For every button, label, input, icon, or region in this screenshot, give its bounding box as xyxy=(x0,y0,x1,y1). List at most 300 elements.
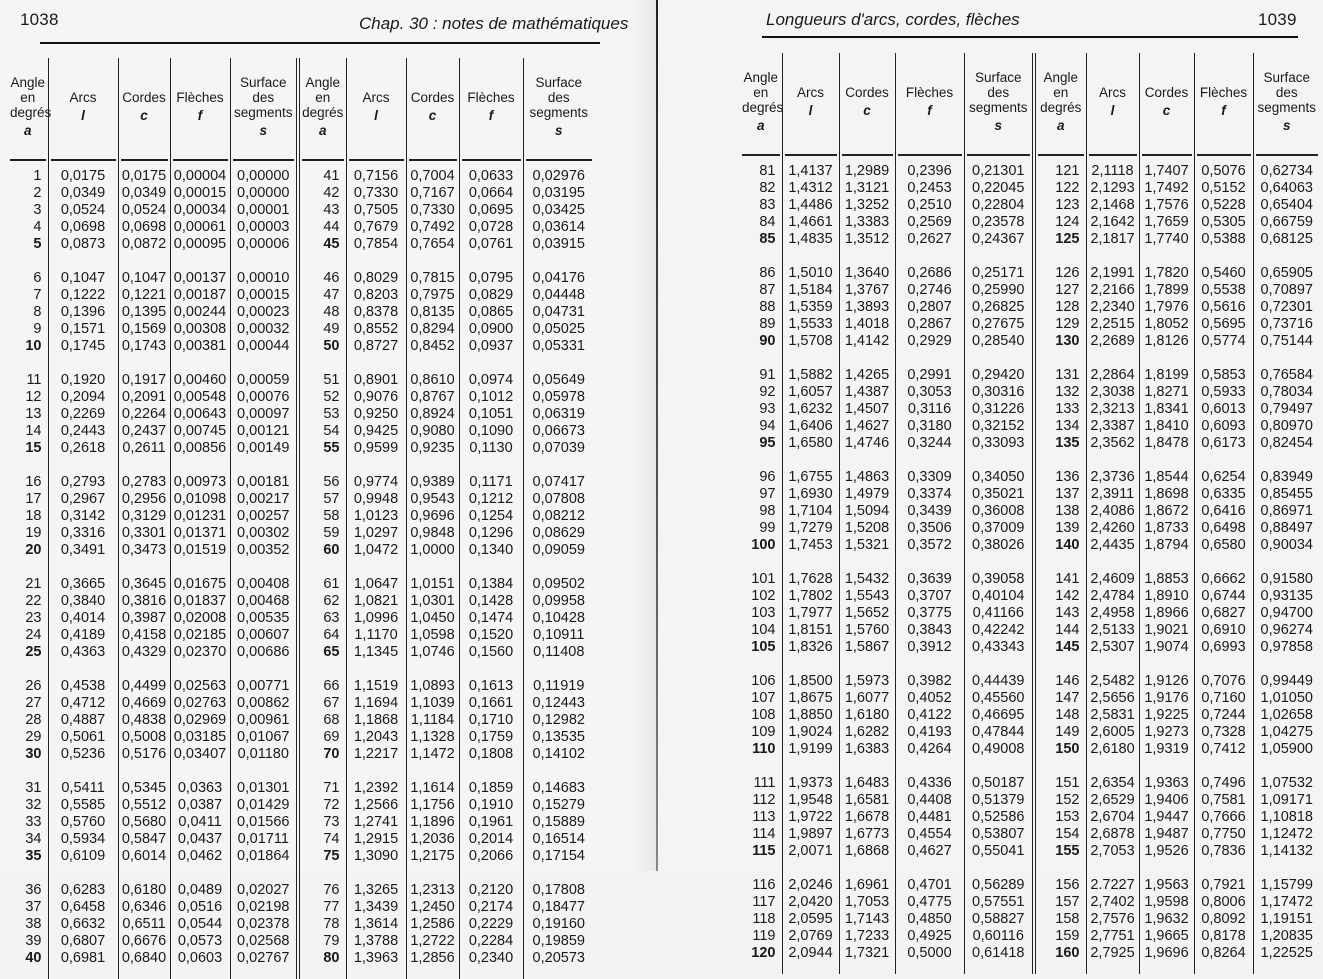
column-header-label: en xyxy=(315,89,331,105)
angle-value: 140 xyxy=(1055,537,1080,553)
table-cell: 0,5933 xyxy=(1201,384,1246,400)
row-group xyxy=(407,678,459,763)
angle-value: 157 xyxy=(1055,894,1080,910)
table-cell: 0,4701 xyxy=(907,877,952,893)
angle-value: 108 xyxy=(751,707,776,723)
angle-value: 76 xyxy=(323,882,340,898)
table-cell: 0,9948 xyxy=(353,491,399,507)
row-group xyxy=(783,877,839,962)
column-header-label: Cordes xyxy=(845,84,889,100)
table-cell: 1,1328 xyxy=(410,729,455,745)
column-header-label: en xyxy=(20,89,36,105)
table-cell: 0,25990 xyxy=(972,282,1025,298)
table-cell: 0,00149 xyxy=(237,440,290,456)
row-group xyxy=(740,469,776,554)
table-cell: 0,75144 xyxy=(1260,333,1313,349)
table-cell: 0,5538 xyxy=(1201,282,1246,298)
table-cell: 1,7407 xyxy=(1144,163,1189,179)
table-cell: 0,0363 xyxy=(177,780,223,796)
right-page xyxy=(658,0,1323,961)
column-cordes xyxy=(1139,163,1194,974)
column-header-label: segments xyxy=(1257,99,1317,115)
table-cell: 0,0865 xyxy=(468,304,514,320)
table-cell: 0,4052 xyxy=(907,690,952,706)
table-cell: 0,7496 xyxy=(1201,775,1246,791)
row-group xyxy=(171,882,230,967)
table-cell: 0,9235 xyxy=(410,440,455,456)
table-body-row xyxy=(740,163,1320,974)
column-header-arcs xyxy=(1086,53,1139,149)
table-cell: 0,7412 xyxy=(1201,741,1246,757)
row-group xyxy=(524,780,595,865)
row-group xyxy=(171,474,230,559)
table-cell: 0,1212 xyxy=(468,491,514,507)
row-group xyxy=(171,678,230,763)
table-cell: 0,60116 xyxy=(972,928,1024,944)
row-group xyxy=(740,571,776,656)
table-left xyxy=(8,58,594,979)
row-group xyxy=(231,372,297,457)
table-cell: 0,1560 xyxy=(468,644,514,660)
table-cell: 2,4435 xyxy=(1090,537,1135,553)
table-cell: 1,0647 xyxy=(353,576,399,592)
table-cell: 0,00468 xyxy=(237,593,290,609)
table-cell: 1,0598 xyxy=(410,627,455,643)
row-group xyxy=(1254,163,1321,248)
row-group xyxy=(1254,469,1321,554)
table-cell: 0,4538 xyxy=(60,678,106,694)
table-cell: 0,11919 xyxy=(533,678,585,694)
angle-value: 32 xyxy=(25,797,42,813)
table-cell: 0,0974 xyxy=(468,372,514,388)
row-group xyxy=(8,474,42,559)
table-cell: 0,8727 xyxy=(353,338,399,354)
row-group xyxy=(783,265,839,350)
table-cell: 0,08212 xyxy=(532,508,585,524)
table-cell: 1,5010 xyxy=(788,265,833,281)
table-cell: 1,6232 xyxy=(788,401,833,417)
row-group xyxy=(8,168,42,253)
table-cell: 0,02563 xyxy=(173,678,227,694)
table-cell: 0,13535 xyxy=(532,729,585,745)
table-cell: 1,9632 xyxy=(1144,911,1189,927)
angle-value: 49 xyxy=(323,321,340,337)
angle-value: 64 xyxy=(323,627,340,643)
table-cell: 0,4189 xyxy=(60,627,106,643)
table-cell: 1,9273 xyxy=(1144,724,1189,740)
table-cell: 2,5482 xyxy=(1090,673,1135,689)
table-cell: 0,4122 xyxy=(907,707,952,723)
table-cell: 2,3736 xyxy=(1090,469,1135,485)
row-group xyxy=(347,678,406,763)
column-variable: c xyxy=(863,102,871,118)
table-cell: 1,7053 xyxy=(844,894,890,910)
table-cell: 0,68125 xyxy=(1260,231,1313,247)
row-group xyxy=(840,877,895,962)
table-cell: 0,3491 xyxy=(60,542,106,558)
table-cell: 1,8853 xyxy=(1144,571,1189,587)
row-group xyxy=(407,168,459,253)
page-number: 1039 xyxy=(1258,10,1297,29)
table-cell: 0,17808 xyxy=(532,882,585,898)
table-cell: 0,23578 xyxy=(972,214,1025,230)
angle-value: 9 xyxy=(33,321,42,337)
row-group xyxy=(840,469,895,554)
table-cell: 2,6180 xyxy=(1090,741,1135,757)
table-cell: 1,0123 xyxy=(353,508,399,524)
angle-value: 82 xyxy=(759,180,776,196)
table-cell: 1,1345 xyxy=(353,644,399,660)
column-fleches xyxy=(459,168,523,979)
angle-value: 125 xyxy=(1055,231,1080,247)
table-cell: 1,7576 xyxy=(1144,197,1189,213)
table-cell: 0,00607 xyxy=(237,627,290,643)
table-cell: 1,8052 xyxy=(1144,316,1189,332)
row-group xyxy=(1195,571,1253,656)
row-group xyxy=(1087,877,1139,962)
angle-value: 5 xyxy=(33,236,42,252)
table-cell: 0,2443 xyxy=(60,423,106,439)
table-cell: 1,4265 xyxy=(844,367,890,383)
table-cell: 0,01231 xyxy=(173,508,227,524)
table-cell: 0,14683 xyxy=(532,780,585,796)
column-header-label: degrés xyxy=(10,104,52,120)
table-cell: 0,0544 xyxy=(177,916,223,932)
table-cell: 0,0437 xyxy=(177,831,223,847)
table-cell: 0,6180 xyxy=(121,882,167,898)
table-cell: 0,12443 xyxy=(532,695,585,711)
table-cell: 0,44439 xyxy=(972,673,1025,689)
table-cell: 0,2340 xyxy=(468,950,514,966)
column-angle xyxy=(740,163,782,974)
table-cell: 0,3180 xyxy=(907,418,952,434)
row-group xyxy=(740,775,776,860)
row-group xyxy=(896,775,964,860)
table-cell: 0,8092 xyxy=(1201,911,1246,927)
row-group xyxy=(1036,877,1080,962)
table-cell: 0,00302 xyxy=(237,525,290,541)
row-group xyxy=(1254,265,1321,350)
table-cell: 0,76584 xyxy=(1260,367,1313,383)
table-cell: 2,1991 xyxy=(1090,265,1135,281)
row-group xyxy=(407,474,459,559)
angle-value: 144 xyxy=(1055,622,1080,638)
table-cell: 0,1743 xyxy=(121,338,167,354)
table-cell: 0,00973 xyxy=(173,474,227,490)
table-cell: 1,07532 xyxy=(1260,775,1313,791)
angle-value: 28 xyxy=(25,712,42,728)
angle-value: 153 xyxy=(1055,809,1080,825)
table-cell: 1,3383 xyxy=(844,214,890,230)
table-cell: 0,8294 xyxy=(410,321,455,337)
row-group xyxy=(840,673,895,758)
table-cell: 0,1047 xyxy=(60,270,106,286)
row-group xyxy=(1087,265,1139,350)
row-group xyxy=(119,780,170,865)
table-cell: 1,4387 xyxy=(844,384,890,400)
table-cell: 0,61418 xyxy=(972,945,1025,961)
angle-value: 75 xyxy=(323,848,340,864)
table-cell: 0,3707 xyxy=(907,588,952,604)
row-group xyxy=(407,576,459,661)
row-group xyxy=(740,367,776,452)
table-cell: 0,53807 xyxy=(972,826,1025,842)
table-cell: 0,00961 xyxy=(237,712,290,728)
row-group xyxy=(171,270,230,355)
angle-value: 35 xyxy=(25,848,42,864)
table-cell: 0,7328 xyxy=(1201,724,1246,740)
column-variable: f xyxy=(197,107,203,123)
table-cell: 0,4775 xyxy=(907,894,952,910)
angle-value: 124 xyxy=(1055,214,1080,230)
angle-value: 62 xyxy=(323,593,340,609)
table-cell: 0,0573 xyxy=(177,933,223,949)
table-cell: 0,0175 xyxy=(121,168,167,184)
angle-value: 113 xyxy=(752,809,776,825)
table-cell: 0,27675 xyxy=(972,316,1025,332)
table-cell: 0,00217 xyxy=(237,491,290,507)
table-cell: 1,2043 xyxy=(353,729,399,745)
table-cell: 0,3129 xyxy=(121,508,167,524)
table-cell: 1,05900 xyxy=(1260,741,1313,757)
row-group xyxy=(300,270,340,355)
table-cell: 1,5882 xyxy=(788,367,833,383)
column-header-label: des xyxy=(252,89,275,105)
table-cell: 1,6406 xyxy=(788,418,833,434)
table-cell: 1,8966 xyxy=(1144,605,1189,621)
table-cell: 0,0349 xyxy=(121,185,167,201)
angle-value: 73 xyxy=(323,814,340,830)
angle-value: 21 xyxy=(25,576,42,592)
angle-value: 148 xyxy=(1055,707,1080,723)
table-cell: 0,8452 xyxy=(410,338,455,354)
column-variable: s xyxy=(1282,117,1291,133)
table-cell: 0,7666 xyxy=(1201,809,1246,825)
table-cell: 0,38026 xyxy=(972,537,1025,553)
column-header-surface xyxy=(523,58,594,154)
angle-value: 59 xyxy=(323,525,340,541)
table-cell: 0,05978 xyxy=(532,389,585,405)
table-cell: 2,7402 xyxy=(1090,894,1135,910)
table-cell: 0,73716 xyxy=(1260,316,1313,332)
table-cell: 0,1130 xyxy=(469,440,513,456)
row-group xyxy=(965,367,1033,452)
table-cell: 1,7104 xyxy=(788,503,833,519)
angle-value: 127 xyxy=(1055,282,1080,298)
column-variable: f xyxy=(488,107,494,123)
angle-value: 77 xyxy=(323,899,340,915)
table-cell: 1,8850 xyxy=(788,707,833,723)
table-cell: 0,00097 xyxy=(237,406,290,422)
table-cell: 1,9665 xyxy=(1144,928,1189,944)
table-cell: 0,8029 xyxy=(353,270,399,286)
column-header-arcs xyxy=(782,53,839,149)
row-group xyxy=(1195,775,1253,860)
angle-value: 147 xyxy=(1055,690,1080,706)
angle-value: 154 xyxy=(1055,826,1080,842)
column-header-surface xyxy=(964,53,1034,149)
table-cell: 0,0695 xyxy=(468,202,514,218)
table-cell: 1,8151 xyxy=(788,622,833,638)
table-cell: 2,0595 xyxy=(788,911,833,927)
column-header-label: Flèches xyxy=(176,89,224,105)
table-cell: 0,9080 xyxy=(410,423,455,439)
table-cell: 0,7244 xyxy=(1201,707,1246,723)
table-cell: 0,02568 xyxy=(237,933,290,949)
angle-value: 69 xyxy=(323,729,340,745)
table-cell: 0,01180 xyxy=(237,746,289,762)
table-cell: 0,00059 xyxy=(237,372,290,388)
angle-value: 27 xyxy=(25,695,42,711)
table-cell: 0,6827 xyxy=(1201,605,1246,621)
table-cell: 1,7628 xyxy=(788,571,833,587)
column-cordes xyxy=(839,163,895,974)
angle-value: 122 xyxy=(1055,180,1080,196)
table-cell: 0,2793 xyxy=(60,474,106,490)
table-cell: 2.7227 xyxy=(1090,877,1135,893)
table-cell: 0,6676 xyxy=(121,933,167,949)
table-cell: 0,5305 xyxy=(1201,214,1246,230)
table-cell: 0,9425 xyxy=(353,423,399,439)
table-cell: 0,3506 xyxy=(907,520,952,536)
row-group xyxy=(1087,775,1139,860)
table-cell: 0,7004 xyxy=(410,168,455,184)
angle-value: 138 xyxy=(1055,503,1080,519)
table-cell: 2,3038 xyxy=(1090,384,1135,400)
angle-value: 155 xyxy=(1055,843,1080,859)
table-cell: 0,00408 xyxy=(237,576,290,592)
angle-value: 149 xyxy=(1055,724,1080,740)
table-cell: 0,7167 xyxy=(410,185,455,201)
table-cell: 0,1051 xyxy=(468,406,514,422)
angle-value: 58 xyxy=(323,508,340,524)
table-cell: 1,2175 xyxy=(410,848,455,864)
table-cell: 0,25171 xyxy=(972,265,1025,281)
table-cell: 0,4669 xyxy=(121,695,167,711)
table-cell: 1,3788 xyxy=(353,933,399,949)
table-cell: 0,50187 xyxy=(972,775,1025,791)
table-cell: 2,4958 xyxy=(1090,605,1135,621)
table-cell: 2,1642 xyxy=(1090,214,1135,230)
row-group xyxy=(965,571,1033,656)
table-cell: 0,5008 xyxy=(121,729,167,745)
table-cell: 0,6014 xyxy=(121,848,167,864)
table-cell: 1,9897 xyxy=(788,826,833,842)
table-cell: 1,5760 xyxy=(844,622,890,638)
row-group xyxy=(524,678,595,763)
table-cell: 0,1759 xyxy=(468,729,514,745)
table-cell: 0,0524 xyxy=(60,202,106,218)
angle-value: 118 xyxy=(752,911,776,927)
table-cell: 0,6632 xyxy=(60,916,106,932)
table-cell: 0,3374 xyxy=(907,486,952,502)
angle-value: 131 xyxy=(1055,367,1080,383)
table-cell: 2,5831 xyxy=(1090,707,1135,723)
table-cell: 1,4137 xyxy=(788,163,833,179)
header-rule xyxy=(762,36,1298,38)
row-group xyxy=(460,270,523,355)
table-cell: 0,55041 xyxy=(972,843,1025,859)
row-group xyxy=(460,576,523,661)
column-header-fleches xyxy=(895,53,964,149)
table-cell: 0,2174 xyxy=(468,899,514,915)
table-cell: 0,3439 xyxy=(907,503,952,519)
row-group xyxy=(896,163,964,248)
column-variable: a xyxy=(756,117,765,133)
table-cell: 0,1090 xyxy=(468,423,514,439)
table-cell: 0,00862 xyxy=(237,695,290,711)
table-cell: 0,5680 xyxy=(121,814,167,830)
table-cell: 0,0349 xyxy=(60,185,106,201)
table-cell: 2,7925 xyxy=(1090,945,1135,961)
table-cell: 0,06319 xyxy=(532,406,585,422)
table-cell: 1,6868 xyxy=(844,843,890,859)
table-cell: 0,6580 xyxy=(1201,537,1246,553)
gutter-shadow xyxy=(630,0,656,871)
table-cell: 0,6173 xyxy=(1201,435,1246,451)
angle-value: 103 xyxy=(751,605,776,621)
table-cell: 2,1293 xyxy=(1090,180,1135,196)
table-cell: 1,9598 xyxy=(1144,894,1189,910)
table-cell: 0,00643 xyxy=(173,406,227,422)
angle-value: 151 xyxy=(1055,775,1080,791)
table-cell: 1,1184 xyxy=(410,712,455,728)
angle-value: 63 xyxy=(323,610,340,626)
angle-value: 14 xyxy=(25,423,42,439)
table-cell: 0,03614 xyxy=(532,219,585,235)
column-header-cordes xyxy=(406,58,459,154)
table-cell: 0,22804 xyxy=(972,197,1025,213)
table-cell: 1,9526 xyxy=(1144,843,1189,859)
row-group xyxy=(171,168,230,253)
table-cell: 0,26825 xyxy=(972,299,1025,315)
angle-value: 43 xyxy=(323,202,340,218)
table-cell: 1,0000 xyxy=(410,542,455,558)
table-cell: 0,99449 xyxy=(1260,673,1313,689)
table-cell: 1,1614 xyxy=(410,780,455,796)
table-cell: 0,6416 xyxy=(1201,503,1246,519)
row-group xyxy=(49,882,118,967)
table-cell: 0,3665 xyxy=(60,576,106,592)
row-group xyxy=(49,780,118,865)
row-group xyxy=(524,270,595,355)
table-cell: 0,4408 xyxy=(907,792,952,808)
table-cell: 1,3512 xyxy=(844,231,890,247)
table-cell: 0,2867 xyxy=(907,316,952,332)
angle-value: 52 xyxy=(323,389,340,405)
table-cell: 0,5616 xyxy=(1201,299,1246,315)
table-cell: 1,2566 xyxy=(353,797,399,813)
column-cordes xyxy=(406,168,459,979)
row-group xyxy=(407,882,459,967)
table-cell: 0,0829 xyxy=(468,287,514,303)
table-cell: 0,93135 xyxy=(1260,588,1313,604)
table-cell: 0,7679 xyxy=(353,219,399,235)
row-group xyxy=(1087,469,1139,554)
table-cell: 0,3775 xyxy=(907,605,952,621)
table-cell: 0,0524 xyxy=(121,202,167,218)
column-variable: s xyxy=(554,122,563,138)
table-cell: 0,4158 xyxy=(121,627,167,643)
row-group xyxy=(783,163,839,248)
angle-value: 50 xyxy=(323,338,340,354)
table-cell: 0,6993 xyxy=(1201,639,1246,655)
table-cell: 0,97858 xyxy=(1260,639,1313,655)
angle-value: 83 xyxy=(759,197,776,213)
angle-value: 100 xyxy=(751,537,776,553)
table-cell: 0,33093 xyxy=(972,435,1025,451)
table-cell: 1,9126 xyxy=(1144,673,1189,689)
